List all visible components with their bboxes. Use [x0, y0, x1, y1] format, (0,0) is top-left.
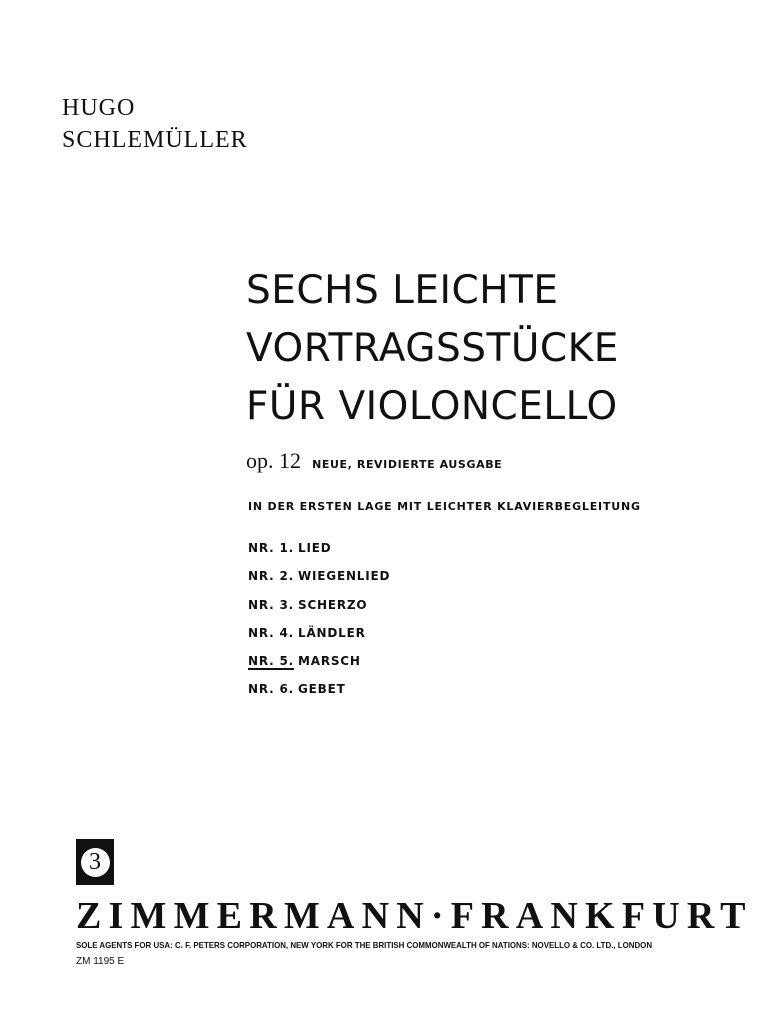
piece-name: MARSCH: [298, 654, 361, 669]
publisher-name: ZIMMERMANN·FRANKFURT: [76, 895, 753, 937]
work-title: [246, 262, 619, 436]
piece-item: [248, 569, 390, 597]
zimmermann-logo-icon: [76, 839, 114, 885]
piece-item: [248, 682, 390, 710]
composer-last-name: SCHLEMÜLLER: [62, 127, 248, 153]
piece-name: LÄNDLER: [298, 625, 366, 640]
composer-name: [62, 92, 248, 156]
title-line-1: SECHS LEICHTE: [246, 268, 559, 313]
subtitle: IN DER ERSTEN LAGE MIT LEICHTER KLAVIERBEGLEITUNG: [248, 500, 641, 513]
piece-name: LIED: [298, 541, 332, 555]
logo-glyph: 3: [89, 849, 101, 875]
piece-item: [248, 654, 390, 682]
piece-number: NR. 4.: [248, 625, 294, 640]
piece-name: GEBET: [298, 682, 346, 697]
piece-number: NR. 5.: [248, 654, 294, 669]
opus-line: [246, 448, 502, 474]
piece-name: SCHERZO: [298, 597, 368, 612]
composer-first-name: HUGO: [62, 95, 136, 121]
piece-item: [248, 541, 390, 569]
piece-number: NR. 6.: [248, 682, 294, 697]
piece-name: WIEGENLIED: [298, 569, 391, 584]
piece-item: [248, 626, 390, 654]
logo-circle: [81, 848, 110, 877]
opus-number: op. 12: [246, 448, 301, 473]
title-line-2: VORTRAGSSTÜCKE: [246, 326, 619, 371]
catalog-number: ZM 1195 E: [76, 956, 125, 967]
piece-number: NR. 2.: [248, 569, 294, 584]
title-line-3: FÜR VIOLONCELLO: [246, 384, 618, 429]
piece-number: NR. 1.: [248, 541, 294, 555]
edition-note: NEUE, REVIDIERTE AUSGABE: [312, 458, 503, 471]
piece-item: [248, 598, 390, 626]
piece-number: NR. 3.: [248, 597, 294, 612]
piece-list: [248, 541, 390, 711]
sole-agents-note: SOLE AGENTS FOR USA: C. F. PETERS CORPORATION, NEW YORK FOR THE BRITISH COMMONWEALTH OF NATIONS: NOVELLO & CO. LTD., LONDON: [76, 940, 653, 950]
